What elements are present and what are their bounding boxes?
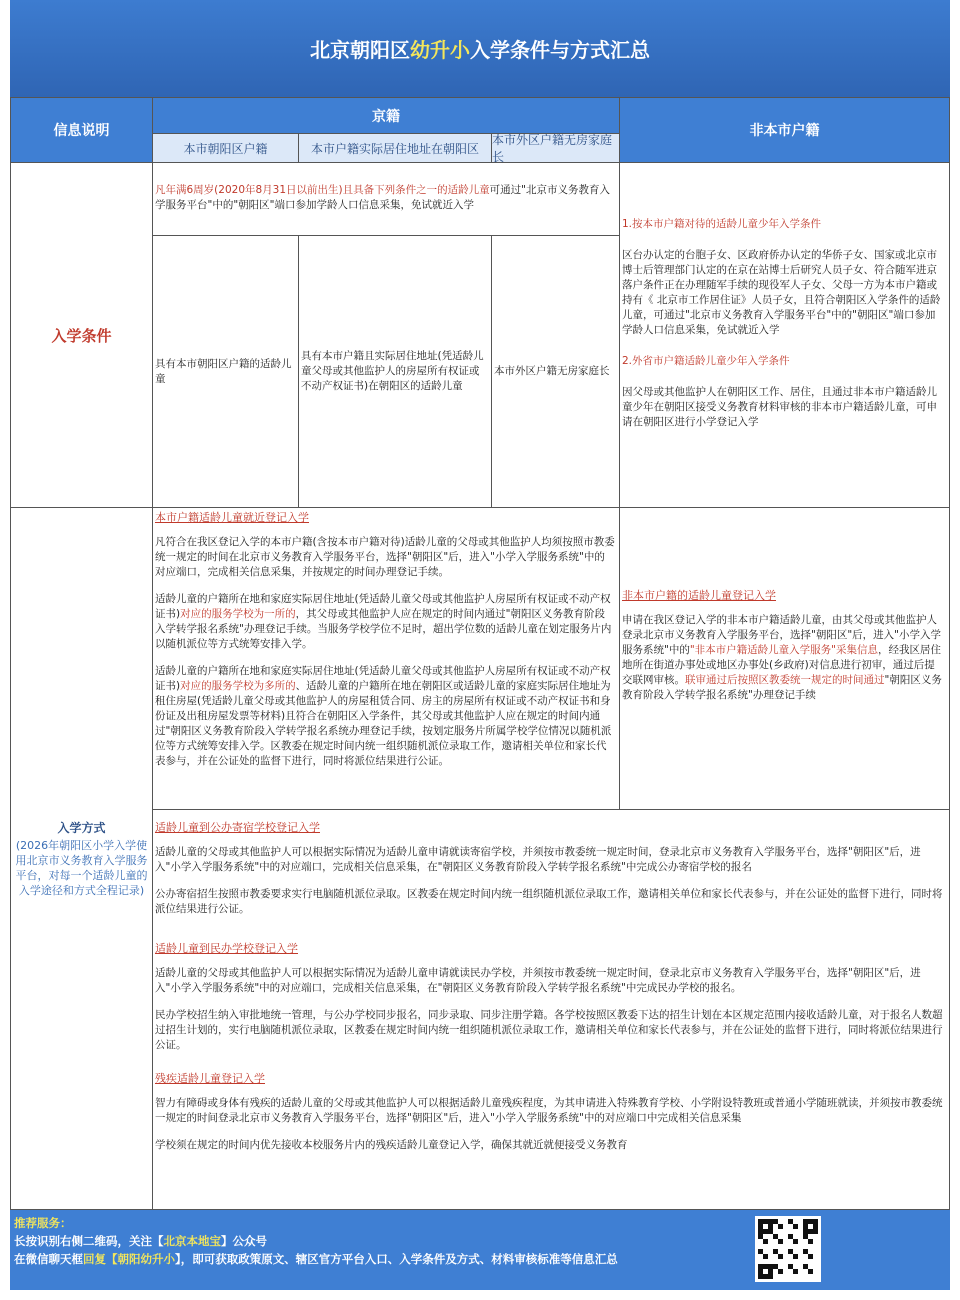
disabled-heading: 残疾适龄儿童登记入学 <box>155 1072 265 1085</box>
header-non-local-label: 非本市户籍 <box>749 123 820 139</box>
methods-local <box>152 507 620 810</box>
subheader-col1-label: 本市朝阳区户籍 <box>183 141 268 156</box>
local-paragraph-2 <box>155 592 615 652</box>
conditions-col2-text: 具有本市户籍且实际居住地址(凭适龄儿童父母或其他监护人的房屋所有权证或不动产权证书)在朝阳区的适龄儿童 <box>301 350 484 392</box>
subheader-col3-label: 本市外区户籍无房家庭长 <box>492 133 613 163</box>
title-highlight: 幼升小 <box>410 38 470 62</box>
local-paragraph-3 <box>155 664 615 769</box>
footer-line2-b: 】，即可获取政策原文、辖区官方平台入口、入学条件及方式、材料审核标准等信息汇总 <box>175 1252 618 1266</box>
boarding-heading: 适龄儿童到公办寄宿学校登记入学 <box>155 821 320 834</box>
header-non-local <box>619 97 950 163</box>
header-info-label: 信息说明 <box>53 123 110 139</box>
page-title-banner <box>10 0 950 97</box>
footer-line-1 <box>14 1232 624 1250</box>
nl-red-2: 联审通过后按照区教委统一规定的时间通过 <box>685 674 885 686</box>
qr-code-icon[interactable] <box>755 1216 821 1282</box>
title-post: 入学条件与方式汇总 <box>470 38 650 62</box>
non-local-heading-1: 1.按本市户籍对待的适龄儿童少年入学条件 <box>622 218 822 230</box>
nl-part-b: ，经我区居住地所在街道办事处或地区办事处(乡政府)对信息进行初审，通过后提交联网审核。 <box>622 644 942 686</box>
qr-module <box>813 1274 818 1279</box>
conditions-col3-text: 本市外区户籍无房家庭长 <box>494 365 610 377</box>
conditions-col1 <box>152 235 299 508</box>
header-info <box>10 97 153 163</box>
non-local-method-text <box>622 613 945 703</box>
conditions-non-local <box>619 162 950 508</box>
conditions-col3 <box>491 235 620 508</box>
footer-line2-hl1: 回复【 <box>83 1252 118 1266</box>
private-paragraph-1: 适龄儿童的父母或其他监护人可以根据实际情况为适龄儿童申请就读民办学校，并须按市教委统一规定时间，登录北京市义务教育入学服务平台，选择"朝阳区"后，进入"小学入学服务系统"中的对应端口，完成相关信息采集，在"朝阳区义务教育阶段入学转学报名系统"中完成民办学校的报名。 <box>155 967 921 994</box>
local-p3-part-a: 适龄儿童的户籍所在地和家庭实际居住地址(凭适龄儿童父母或其他监护人房屋所有权证或不动产权证书) <box>155 665 611 692</box>
private-paragraph-2: 民办学校招生纳入审批地统一管理，与公办学校同步报名，同步录取、同步注册学籍。各学校按照区教委下达的招生计划在本区规定范围内接收适龄儿童，对于报名人数超过招生计划的，实行电脑随机派位录取，区教委在规定时间内统一组织随机派位录取工作，邀请相关单位和家长代表参与，并在公证处的监督下进行，同时将派位结果进行公证。 <box>155 1009 943 1051</box>
nl-part-a: 申请在我区登记入学的非本市户籍适龄儿童，由其父母或其他监护人登录北京市义务教育入学服务平台，选择"朝阳区"后，进入"小学入学服务系统"中的 <box>622 614 941 656</box>
conditions-label-cell <box>10 162 153 508</box>
footer-line1-b: 】公众号 <box>221 1234 267 1248</box>
conditions-intro-rest: 可通过"北京市义务教育入学服务平台"中的"朝阳区"端口参加学龄人口信息采集，免试就近入学 <box>155 184 610 211</box>
non-local-text-2: 因父母或其他监护人在朝阳区工作、居住，且通过非本市户籍适龄儿童少年在朝阳区接受义务教育材料审核的非本市户籍适龄儿童，可申请在朝阳区进行小学登记入学 <box>622 386 937 428</box>
methods-label: 入学方式 <box>57 821 106 835</box>
footer-line-2 <box>14 1250 624 1268</box>
local-p2-part-a: 适龄儿童的户籍所在地和家庭实际居住地址(凭适龄儿童父母或其他监护人房屋所有权证或不动产权证书) <box>155 593 611 620</box>
footer-line2-hl2: 朝阳幼升小 <box>117 1252 175 1266</box>
disabled-paragraph-1: 智力有障碍或身体有残疾的适龄儿童的父母或其他监护人可以根据适龄儿童残疾程度，为其申请进入特殊教育学校、小学附设特教班或普通小学随班就读，并须按市教委统一规定的时间登录北京市义务教育入学服务平台，选择"朝阳区"后，进入"小学入学服务系统"中的对应端口中完成相关信息采集 <box>155 1097 943 1124</box>
conditions-col2 <box>298 235 492 508</box>
footer-text <box>14 1214 624 1268</box>
qr-code-pattern <box>758 1219 818 1279</box>
local-heading: 本市户籍适龄儿童就近登记入学 <box>155 511 309 524</box>
footer-line2-a: 在微信聊天框 <box>14 1252 83 1266</box>
subheader-col2 <box>298 133 492 163</box>
nl-red-1: "非本市户籍适龄儿童入学服务"采集信息 <box>689 644 879 656</box>
footer-title: 推荐服务： <box>14 1216 72 1230</box>
local-p3-part-b: 、适龄儿童的户籍所在地在朝阳区或适龄儿童的家庭实际居住地址为租住房屋(凭适龄儿童父母或其他监护人的房屋租赁合同、房主的房屋所有权证或不动产权证书和身份证及出租房屋发票等材料)且符合在朝阳区入学条件，其父母或其他监护人应在规定的时间内通过"朝阳区义务教育阶段入学转学报名系统办理登记手续，按划定服务片所属学校学位情况以随机派位等方式统筹安排入学。区教委在规定时间内统一组织随机派位录取工作，邀请相关单位和家长代表参与，并在公证处的监督下进行，同时将派位结果进行公证。 <box>155 680 612 767</box>
private-heading: 适龄儿童到民办学校登记入学 <box>155 942 298 955</box>
boarding-paragraph-2: 公办寄宿招生按照市教委要求实行电脑随机派位录取。区教委在规定时间内统一组织随机派位录取工作，邀请相关单位和家长代表参与，并在公证处的监督下进行，同时将派位结果进行公证。 <box>155 888 943 915</box>
non-local-text-1: 区台办认定的台胞子女、区政府侨办认定的华侨子女、国家或北京市博士后管理部门认定的在京在站博士后研究人员子女、符合随军进京落户条件正在办理随军手续的现役军人子女、父母一方为本市户籍或持有《 北京市工作居住证》人员子女，且符合朝阳区入学条件的适龄儿童，可通过"北京市义务教育入学服务平台"中的"朝阳区"端口参加学龄人口信息采集，免试就近入学 <box>622 249 941 336</box>
footer-line1-hl: 北京本地宝 <box>163 1234 221 1248</box>
methods-label-sub: (2026年朝阳区小学入学使用北京市义务教育入学服务平台，对每一个适龄儿童的入学途径和方式全程记录) <box>15 839 148 897</box>
disabled-paragraph-2: 学校须在规定的时间内优先接收本校服务片内的残疾适龄儿童登记入学，确保其就近就便接受义务教育 <box>155 1139 628 1151</box>
subheader-col2-label: 本市户籍实际居住地址在朝阳区 <box>310 141 479 156</box>
local-p3-red: 对应的服务学校为多所的 <box>180 680 296 692</box>
local-p2-part-b: ，其父母或其他监护人应在规定的时间内通过"朝阳区义务教育阶段入学转学报名系统"办理登记手续。当服务学校学位不足时，超出学位数的适龄儿童在划定服务片内以随机派位等方式统筹安排入学。 <box>155 608 612 650</box>
non-local-heading-2: 2.外省市户籍适龄儿童少年入学条件 <box>622 355 790 367</box>
local-p2-red: 对应的服务学校为一所的 <box>180 608 296 620</box>
methods-other <box>152 809 950 1210</box>
conditions-intro-red: 凡年满6周岁(2020年8月31日以前出生)且具备下列条件之一的适龄儿童 <box>155 184 490 196</box>
footer-banner <box>10 1210 950 1290</box>
boarding-paragraph-1: 适龄儿童的父母或其他监护人可以根据实际情况为适龄儿童申请就读寄宿学校，并须按市教委统一规定时间，登录北京市义务教育入学服务平台，选择"朝阳区"后，进入"小学入学服务系统"中的对应端口，完成相关信息采集，在"朝阳区义务教育阶段入学转学报名系统"中完成公办寄宿学校的报名 <box>155 846 921 873</box>
title-pre: 北京朝阳区 <box>310 38 410 62</box>
subheader-col1 <box>152 133 299 163</box>
footer-line1-a: 长按识别右侧二维码，关注【 <box>14 1234 164 1248</box>
non-local-method-heading: 非本市户籍的适龄儿童登记入学 <box>622 589 776 602</box>
conditions-label: 入学条件 <box>51 326 112 345</box>
header-jingji-label: 京籍 <box>372 108 400 125</box>
conditions-col1-text: 具有本市朝阳区户籍的适龄儿童 <box>155 357 292 385</box>
subheader-col3 <box>491 133 620 163</box>
methods-label-cell <box>10 507 153 1210</box>
local-paragraph-1: 凡符合在我区登记入学的本市户籍(含按本市户籍对待)适龄儿童的父母或其他监护人均须按照市教委统一规定的时间在北京市义务教育入学服务平台，选择"朝阳区"后，进入"小学入学服务系统"中的对应端口，完成相关信息采集，并按规定的时间办理登记手续。 <box>155 536 615 578</box>
conditions-intro <box>152 162 620 236</box>
header-jingji <box>152 97 620 134</box>
methods-non-local <box>619 507 950 810</box>
nl-part-c: "朝阳区义务教育阶段入学转学报名系统"办理登记手续 <box>622 674 942 701</box>
